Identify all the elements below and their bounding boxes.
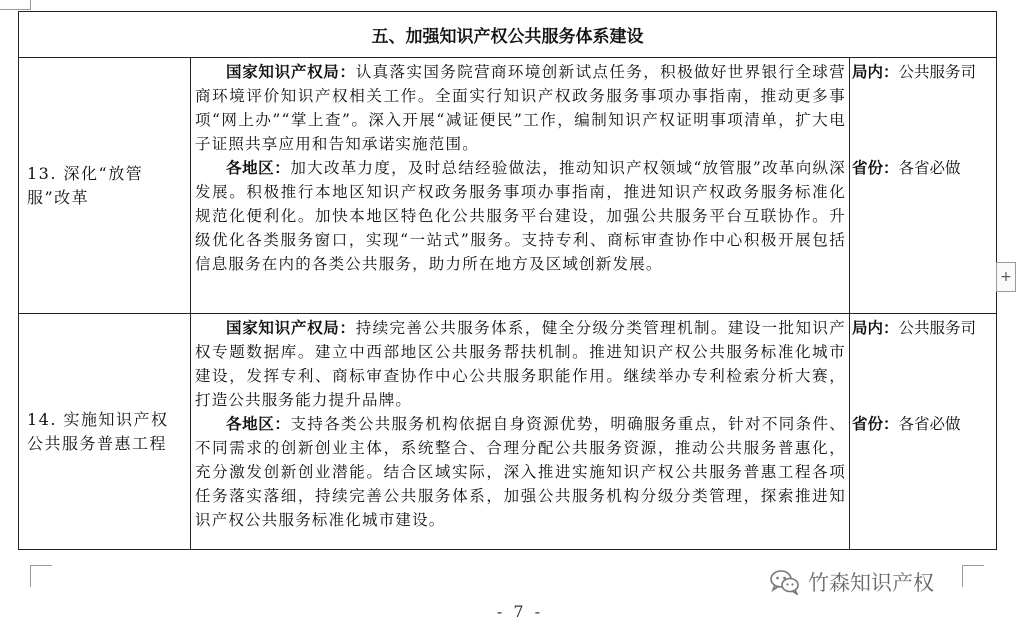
content-cell (191, 314, 850, 550)
paragraph-text: 加大改革力度，及时总结经验做法，推动知识产权领域“放管服”改革向纵深发展。积极推行本地区知识产权政务服务事项办事指南，推进知识产权政务服务标准化规范化便利化。加快本地区特色化公共服务平台建设，加强公共服务平台互联协作。升级优化各类服务窗口，实现“一站式”服务。支持专利、商标审查协作中心积极开展包括信息服务在内的各类公共服务，助力所在地方及区域创新发展。 (195, 159, 846, 273)
province-label: 省份： (852, 159, 899, 177)
paragraph-text: 持续完善公共服务体系，健全分级分类管理机制。建设一批知识产权专题数据库。建立中西部地区公共服务帮扶机制。推进知识产权公共服务标准化城市建设，发挥专利、商标审查协作中心公共服务职能作用。继续举办专利检索分析大赛，打造公共服务能力提升品牌。 (195, 319, 846, 409)
province-label: 省份： (852, 415, 899, 433)
watermark-text: 竹森知识产权 (808, 571, 934, 595)
paragraph (195, 60, 846, 156)
table-row (19, 314, 997, 550)
crop-mark (30, 0, 31, 10)
responsibility-cell (850, 314, 997, 550)
crop-mark (30, 565, 31, 587)
province-line (852, 156, 996, 180)
paragraph (195, 156, 846, 276)
paragraph-lead: 各地区： (226, 415, 291, 433)
province-value: 各省必做 (898, 415, 961, 433)
paragraph-lead: 国家知识产权局： (226, 319, 356, 337)
section-title: 五、加强知识产权公共服务体系建设 (19, 12, 997, 58)
item-cell: 13. 深化“放管服”改革 (19, 58, 191, 314)
province-value: 各省必做 (898, 159, 961, 177)
paragraph (195, 316, 846, 412)
bureau-label: 局内： (852, 319, 899, 337)
add-row-button[interactable]: + (996, 262, 1016, 292)
responsibility-cell (850, 58, 997, 314)
table-row (19, 58, 997, 314)
bureau-value: 公共服务司 (898, 319, 977, 337)
bureau-line (852, 60, 996, 84)
crop-mark (30, 565, 52, 566)
crop-mark (962, 565, 984, 566)
paragraph-text: 支持各类公共服务机构依据自身资源优势，明确服务重点，针对不同条件、不同需求的创新创业主体，系统整合、合理分配公共服务资源，推动公共服务普惠化，充分激发创新创业潜能。结合区域实际，深入推进实施知识产权公共服务普惠工程各项任务落实落细，持续完善公共服务体系，加强公共服务机构分级分类管理，探索推进知识产权公共服务标准化城市建设。 (195, 415, 846, 529)
bureau-value: 公共服务司 (898, 63, 977, 81)
bureau-label: 局内： (852, 63, 899, 81)
content-cell (191, 58, 850, 314)
section-header-row (19, 12, 997, 58)
item-cell: 14. 实施知识产权公共服务普惠工程 (19, 314, 191, 550)
wechat-icon (770, 569, 800, 595)
paragraph (195, 412, 846, 532)
province-line (852, 412, 996, 436)
task-table (18, 11, 997, 550)
watermark (770, 566, 934, 598)
paragraph-lead: 国家知识产权局： (226, 63, 356, 81)
page-number: - 7 - (496, 602, 544, 621)
bureau-line (852, 316, 996, 340)
crop-mark (0, 9, 31, 10)
crop-mark (962, 565, 963, 587)
paragraph-text: 认真落实国务院营商环境创新试点任务，积极做好世界银行全球营商环境评价知识产权相关工作。全面实行知识产权政务服务事项办事指南，推动更多事项“网上办”“掌上查”。深入开展“减证便民”工作，编制知识产权证明事项清单，扩大电子证照共享应用和告知承诺实施范围。 (195, 63, 846, 153)
paragraph-lead: 各地区： (226, 159, 291, 177)
